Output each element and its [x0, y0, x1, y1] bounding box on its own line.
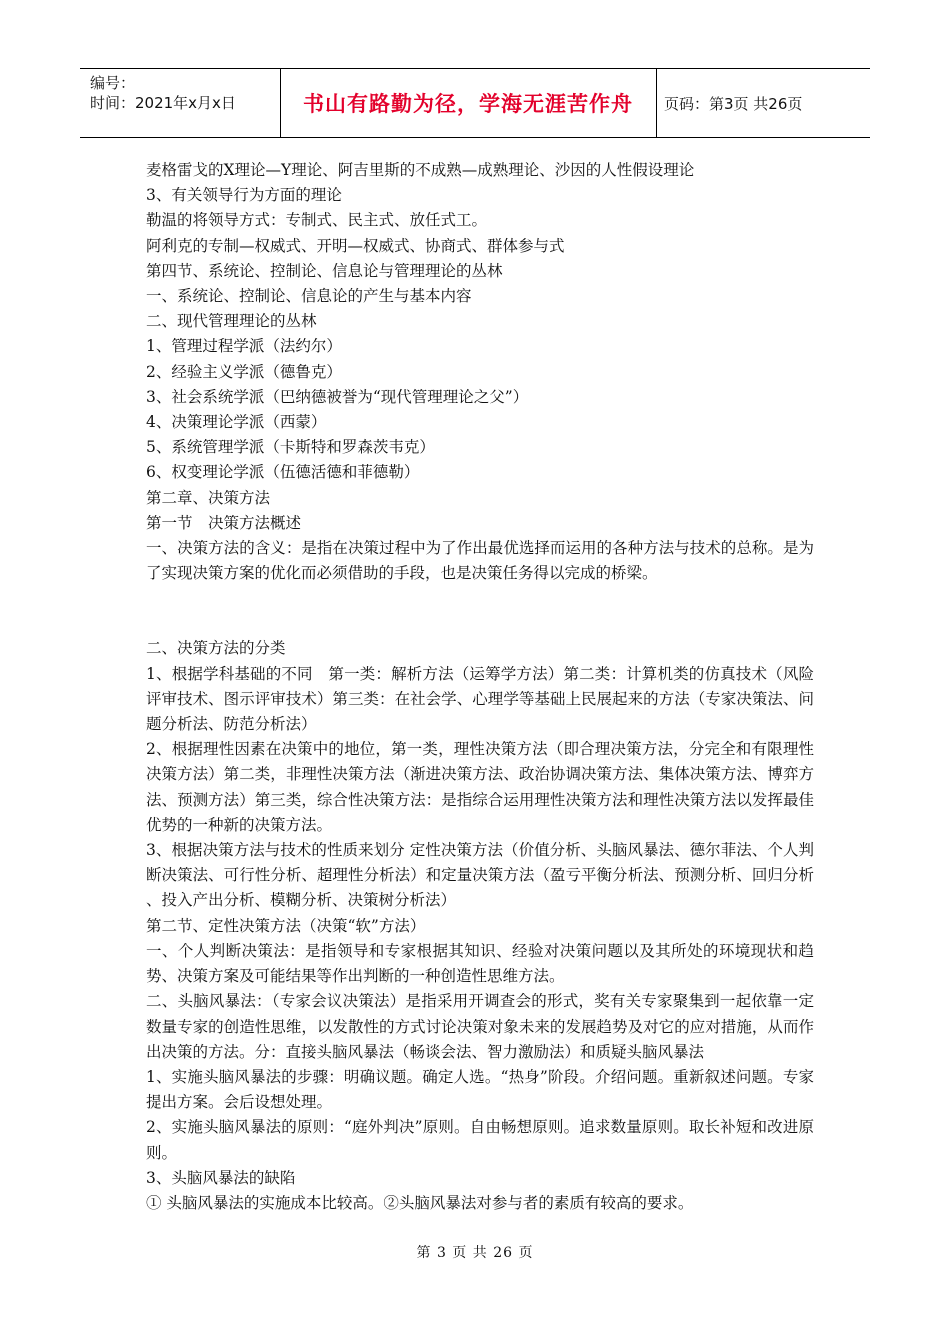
paragraph: ① 头脑风暴法的实施成本比较高。②头脑风暴法对参与者的素质有较高的要求。 [146, 1193, 694, 1212]
page-header [80, 68, 870, 138]
document-body [146, 158, 814, 1216]
header-motto: 书山有路勤为径，学海无涯苦作舟 [303, 92, 633, 116]
paragraph: 麦格雷戈的X理论—Y理论、阿吉里斯的不成熟—成熟理论、沙因的人性假设理论 [146, 161, 695, 179]
header-page-info: 页码：第3页 共26页 [664, 94, 803, 113]
paragraph: 勒温的将领导方式：专制式、民主式、放任式工。 [146, 211, 488, 230]
blank-gap [146, 586, 814, 636]
page-footer: 第 3 页 共 26 页 [416, 1245, 534, 1261]
paragraph: 二、现代管理理论的丛林 [146, 312, 317, 331]
header-divider-left [280, 69, 281, 137]
paragraph: 1、实施头脑风暴法的步骤：明确议题。确定人选。“热身”阶段。介绍问题。重新叙述问题。专家提出方案。会后设想处理。 [146, 1067, 814, 1112]
document-number-label: 编号： [90, 74, 136, 92]
paragraph: 2、根据理性因素在决策中的地位，第一类，理性决策方法（即合理决策方法，分完全和有限理性决策方法）第二类，非理性决策方法（渐进决策方法、政治协调决策方法、集体决策方法、博弈方法、预测方法）第三类，综合性决策方法：是指综合运用理性决策方法和理性决策方法以发挥最佳优势的一种新的决策方法。 [146, 740, 814, 834]
list-item: 6、权变理论学派（伍德活德和菲德勒） [146, 463, 420, 482]
paragraph: 一、个人判断决策法：是指领导和专家根据其知识、经验对决策问题以及其所处的环境现状和趋势、决策方案及可能结果等作出判断的一种创造性思维方法。 [146, 941, 814, 986]
paragraph: 3、头脑风暴法的缺陷 [146, 1168, 296, 1187]
paragraph: 一、决策方法的含义：是指在决策过程中为了作出最优选择而运用的各种方法与技术的总称。是为了实现决策方案的优化而必须借助的手段，也是决策任务得以完成的桥梁。 [146, 539, 814, 583]
paragraph: 3、根据决策方法与技术的性质来划分 定性决策方法（价值分析、头脑风暴法、德尔菲法、个人判断决策法、可行性分析、超理性分析法）和定量决策方法（盈亏平衡分析法、预测分析、回归分析 、投入产出分析、模糊分析、决策树分析法） [146, 841, 814, 910]
header-divider-right [656, 69, 657, 137]
section-heading: 第二节、定性决策方法（决策“软”方法） [146, 916, 426, 935]
section-heading: 第四节、系统论、控制论、信息论与管理理论的丛林 [146, 261, 503, 280]
paragraph: 一、系统论、控制论、信息论的产生与基本内容 [146, 287, 472, 306]
list-item: 5、系统管理学派（卡斯特和罗森茨韦克） [146, 438, 435, 457]
list-item: 4、决策理论学派（西蒙） [146, 413, 327, 432]
paragraph: 1、根据学科基础的不同 第一类：解析方法（运筹学方法）第二类：计算机类的仿真技术（风险评审技术、图示评审技术）第三类：在社会学、心理学等基础上民展起来的方法（专家决策法、问题分析法、防范分析法） [146, 664, 814, 734]
document-date-label: 时间：2021年x月x日 [90, 94, 236, 112]
list-item: 3、社会系统学派（巴纳德被誉为“现代管理理论之父”） [146, 387, 529, 406]
list-item: 2、经验主义学派（德鲁克） [146, 362, 342, 381]
chapter-heading: 第二章、决策方法 [146, 488, 271, 507]
paragraph: 二、决策方法的分类 [146, 639, 286, 658]
paragraph: 阿利克的专制—权威式、开明—权威式、协商式、群体参与式 [146, 236, 565, 255]
paragraph: 2、实施头脑风暴法的原则：“庭外判决”原则。自由畅想原则。追求数量原则。取长补短和改进原则。 [146, 1118, 814, 1162]
paragraph: 3、有关领导行为方面的理论 [146, 186, 342, 205]
section-heading: 第一节 决策方法概述 [146, 513, 302, 532]
header-info-cell [80, 69, 280, 137]
paragraph: 二、头脑风暴法：（专家会议决策法）是指采用开调查会的形式，奖有关专家聚集到一起依靠一定数量专家的创造性思维，以发散性的方式讨论决策对象未来的发展趋势及对它的应对措施，从而作出决策的方法。分：直接头脑风暴法（畅谈会法、智力激励法）和质疑头脑风暴法 [146, 992, 814, 1061]
list-item: 1、管理过程学派（法约尔） [146, 337, 342, 356]
